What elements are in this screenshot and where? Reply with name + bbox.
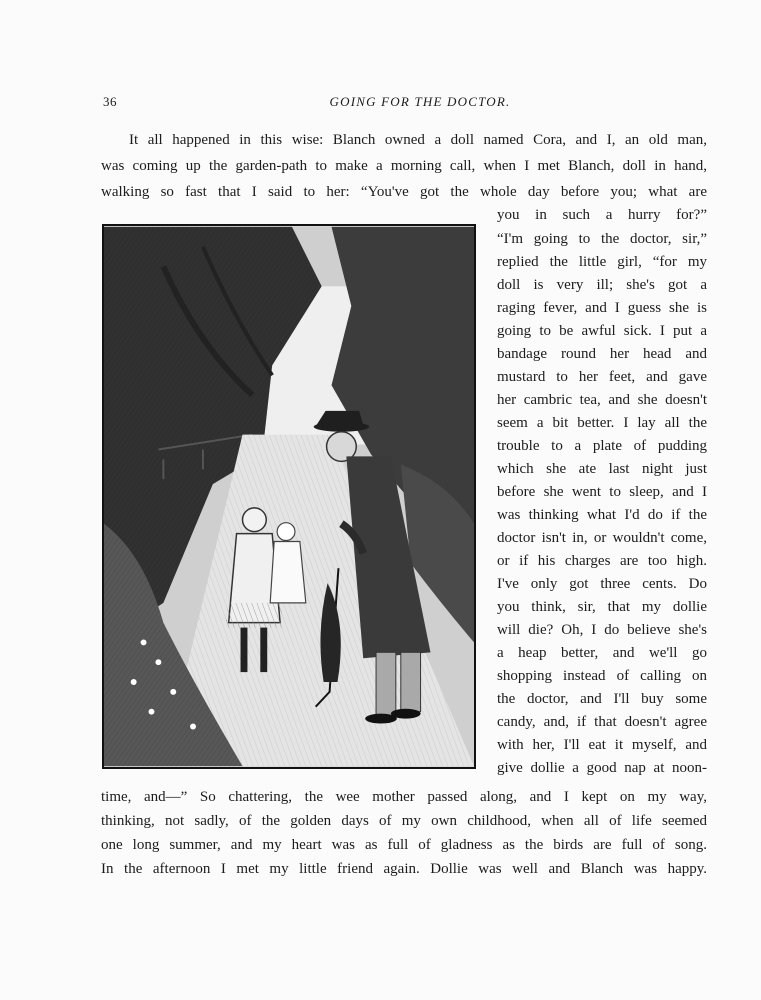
side-line: or if his charges are too high. xyxy=(497,553,707,569)
intro-line: walking so fast that I said to her: “You've got the whole day before you; what are xyxy=(101,184,707,200)
side-line: was thinking what I'd do if the xyxy=(497,507,707,523)
side-line: a heap better, and we'll go xyxy=(497,645,707,661)
side-line: candy, and, if that doesn't agree xyxy=(497,714,707,730)
side-line: shopping instead of calling on xyxy=(497,668,707,684)
side-line: the doctor, and I'll buy some xyxy=(497,691,707,707)
side-line: raging fever, and I guess she is xyxy=(497,300,707,316)
side-line: you in such a hurry for?” xyxy=(497,207,707,223)
side-line: you think, sir, that my dollie xyxy=(497,599,707,615)
side-line: give dollie a good nap at noon- xyxy=(497,760,707,776)
side-line: seem a bit better. I lay all the xyxy=(497,415,707,431)
side-line: bandage round her head and xyxy=(497,346,707,362)
side-line: before she went to sleep, and I xyxy=(497,484,707,500)
side-line: going to be awful sick. I put a xyxy=(497,323,707,339)
illustration-drawing xyxy=(104,226,474,767)
closing-line: time, and—” So chattering, the wee mother passed along, and I kept on my way, xyxy=(101,789,707,805)
closing-line: one long summer, and my heart was as full of gladness as the birds are full of song. xyxy=(101,837,707,853)
side-line: her cambric tea, and she doesn't xyxy=(497,392,707,408)
side-line: doll is very ill; she's got a xyxy=(497,277,707,293)
side-line: which she ate last night just xyxy=(497,461,707,477)
closing-line: In the afternoon I met my little friend again. Dollie was well and Blanch was happy. xyxy=(101,861,707,877)
page-number: 36 xyxy=(103,94,117,109)
engraving-illustration xyxy=(102,224,476,769)
side-line: trouble to a plate of pudding xyxy=(497,438,707,454)
side-line: I've only got three cents. Do xyxy=(497,576,707,592)
side-line: “I'm going to the doctor, sir,” xyxy=(497,231,707,247)
running-head: GOING FOR THE DOCTOR. xyxy=(329,94,511,109)
side-line: replied the little girl, “for my xyxy=(497,254,707,270)
intro-line: It all happened in this wise: Blanch owned a doll named Cora, and I, an old man, xyxy=(129,132,707,148)
side-line: will die? Oh, I do believe she's xyxy=(497,622,707,638)
side-line: with her, I'll eat it myself, and xyxy=(497,737,707,753)
side-line: doctor isn't in, or wouldn't come, xyxy=(497,530,707,546)
intro-line: was coming up the garden-path to make a morning call, when I met Blanch, doll in hand, xyxy=(101,158,707,174)
closing-line: thinking, not sadly, of the golden days of my own childhood, when all of life seemed xyxy=(101,813,707,829)
side-line: mustard to her feet, and gave xyxy=(497,369,707,385)
